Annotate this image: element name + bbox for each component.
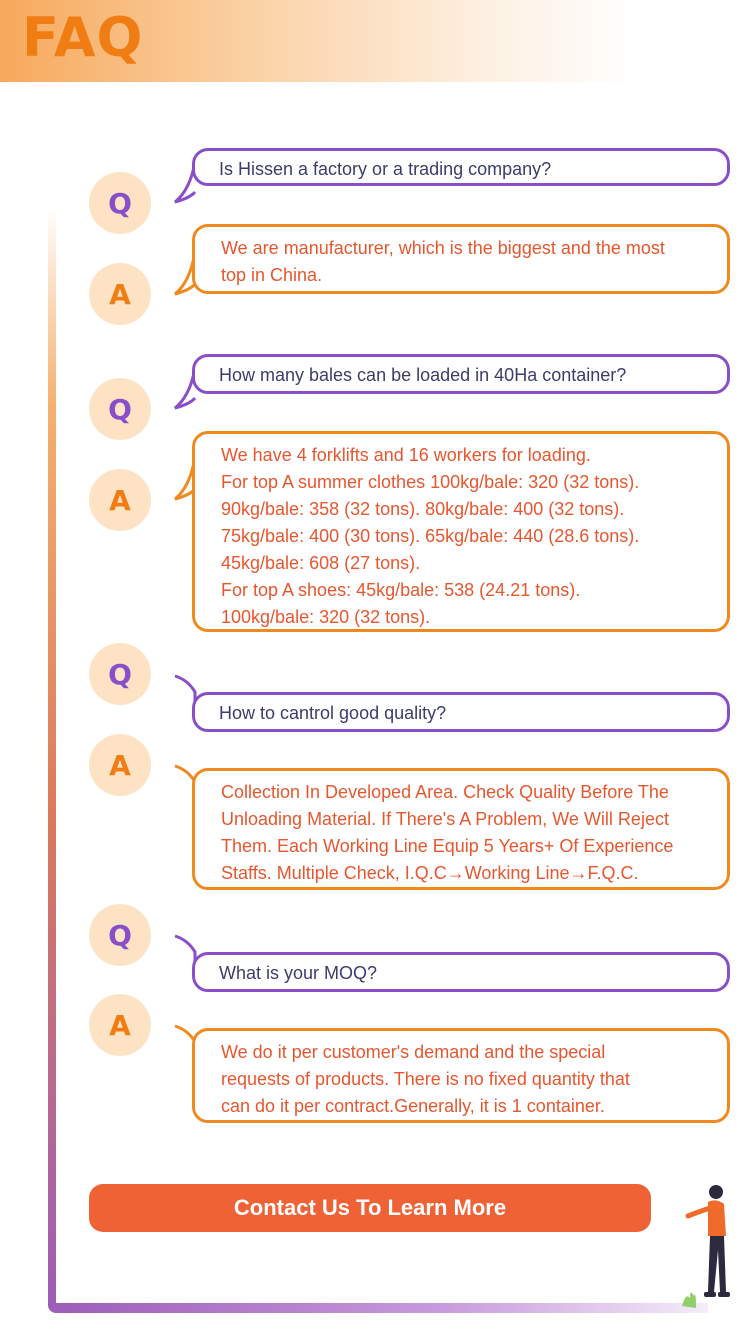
answer-line: Them. Each Working Line Equip 5 Years+ Of Experience (221, 836, 674, 856)
answer-line: Staffs. Multiple Check, I.Q.C→Working Line→F.Q.C. (221, 863, 639, 883)
answer-line: We do it per customer's demand and the special (221, 1042, 606, 1062)
timeline-line (48, 205, 56, 1313)
question-text: What is your MOQ? (219, 963, 378, 983)
question-text: Is Hissen a factory or a trading company? (219, 159, 552, 179)
answer-line: 45kg/bale: 608 (27 tons). (221, 553, 421, 573)
answer-line: For top A shoes: 45kg/bale: 538 (24.21 tons). (221, 580, 581, 600)
question-text: How to cantrol good quality? (219, 703, 447, 723)
answer-badge: A (89, 994, 151, 1056)
question-badge: Q (89, 378, 151, 440)
answer-bubble (192, 224, 730, 294)
answer-line: Collection In Developed Area. Check Quality Before The (221, 782, 669, 802)
answer-line: We have 4 forklifts and 16 workers for loading. (221, 445, 591, 465)
answer-badge: A (89, 734, 151, 796)
answer-line: For top A summer clothes 100kg/bale: 320 (32 tons). (221, 472, 640, 492)
answer-badge: A (89, 263, 151, 325)
answer-bubble (192, 431, 730, 632)
timeline-line-bottom (48, 1303, 708, 1313)
question-bubble (192, 148, 730, 186)
answer-badge: A (89, 469, 151, 531)
answer-line: Unloading Material. If There's A Problem, We Will Reject (221, 809, 669, 829)
question-badge: Q (89, 643, 151, 705)
question-text: How many bales can be loaded in 40Ha container? (219, 365, 627, 385)
question-bubble (192, 354, 730, 394)
question-bubble (192, 952, 730, 992)
answer-line: 90kg/bale: 358 (32 tons). 80kg/bale: 400 (32 tons). (221, 499, 625, 519)
question-badge: Q (89, 904, 151, 966)
answer-line: top in China. (221, 265, 323, 285)
question-bubble (192, 692, 730, 732)
answer-bubble (192, 1028, 730, 1123)
contact-us-button[interactable]: Contact Us To Learn More (89, 1184, 651, 1232)
question-badge: Q (89, 172, 151, 234)
answer-line: can do it per contract.Generally, it is 1 container. (221, 1096, 605, 1116)
answer-line: requests of products. There is no fixed quantity that (221, 1069, 630, 1089)
person-illustration (680, 1180, 740, 1320)
answer-bubble (192, 768, 730, 890)
page-title: FAQ (22, 6, 144, 69)
answer-line: 100kg/bale: 320 (32 tons). (221, 607, 431, 627)
answer-line: We are manufacturer, which is the biggest and the most (221, 238, 665, 258)
answer-line: 75kg/bale: 400 (30 tons). 65kg/bale: 440 (28.6 tons). (221, 526, 640, 546)
